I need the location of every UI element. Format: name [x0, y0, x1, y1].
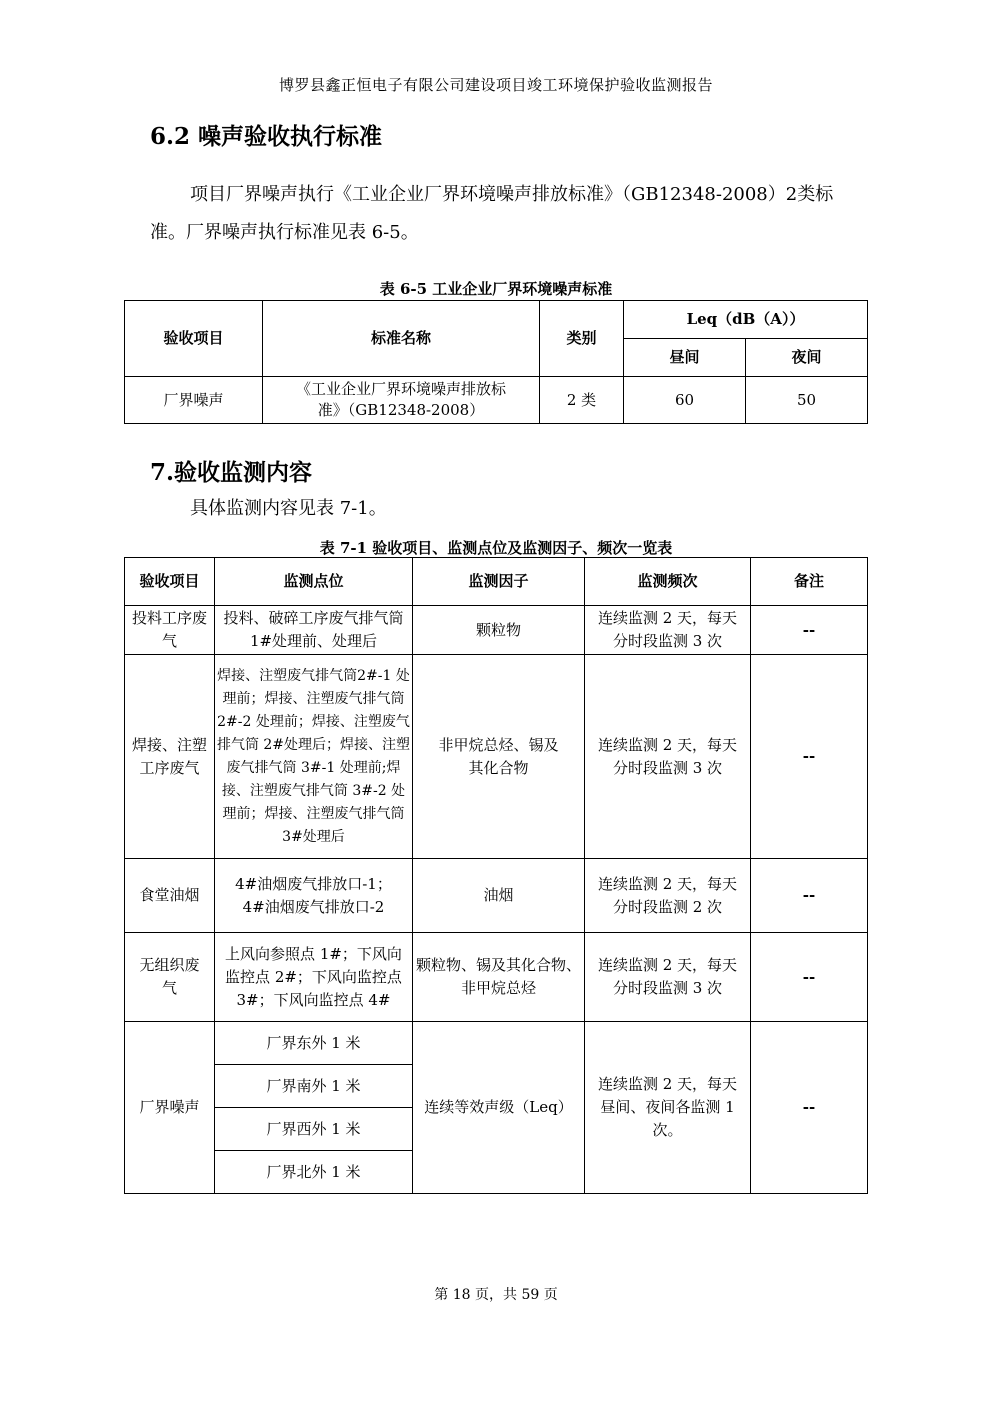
t71-cell-points: 4#油烟废气排放口-1；4#油烟废气排放口-2 [215, 859, 413, 933]
t71-cell-points: 厂界东外 1 米 [215, 1022, 413, 1065]
section-7-heading: 7.验收监测内容 [150, 459, 313, 486]
t71-cell-item: 食堂油烟 [125, 859, 215, 933]
t71-cell-frequency: 连续监测 2 天，每天昼间、夜间各监测 1 次。 [585, 1022, 751, 1194]
t71-cell-item: 焊接、注塑工序废气 [125, 655, 215, 859]
section-6-2-heading: 6.2 噪声验收执行标准 [150, 123, 383, 150]
t71-cell-remarks: -- [751, 655, 868, 859]
t71-cell-item: 无组织废气 [125, 933, 215, 1022]
t71-header-frequency: 监测频次 [585, 558, 751, 606]
t71-cell-frequency: 连续监测 2 天，每天分时段监测 3 次 [585, 655, 751, 859]
t65-header-item: 验收项目 [125, 301, 263, 377]
t65-cell-night: 50 [746, 377, 868, 424]
table-row [125, 933, 868, 1022]
table-7-1-caption: 表 7-1 验收项目、监测点位及监测因子、频次一览表 [319, 539, 673, 557]
section-6-2-paragraph: 项目厂界噪声执行《工业企业厂界环境噪声排放标准》（GB12348-2008）2类标准。厂界噪声执行标准见表 6-5。 [150, 184, 834, 243]
t71-header-points: 监测点位 [215, 558, 413, 606]
table-row [125, 655, 868, 859]
t71-cell-remarks: -- [751, 933, 868, 1022]
t71-cell-factors: 颗粒物、锡及其化合物、非甲烷总烃 [413, 933, 585, 1022]
t71-cell-frequency: 连续监测 2 天，每天分时段监测 3 次 [585, 933, 751, 1022]
t65-cell-category: 2 类 [540, 377, 624, 424]
table-row [125, 859, 868, 933]
t71-header-item: 验收项目 [125, 558, 215, 606]
t71-cell-points: 厂界南外 1 米 [215, 1065, 413, 1108]
t71-cell-factors: 非甲烷总烃、锡及其化合物 [413, 655, 585, 859]
t65-header-name: 标准名称 [263, 301, 540, 377]
table-row [125, 606, 868, 655]
t65-header-leq: Leq（dB（A）） [624, 301, 868, 339]
t71-cell-factors: 颗粒物 [413, 606, 585, 655]
t71-cell-item: 投料工序废气 [125, 606, 215, 655]
t71-cell-remarks: -- [751, 859, 868, 933]
t65-cell-day: 60 [624, 377, 746, 424]
t71-cell-points: 焊接、注塑废气排气筒2#-1 处理前；焊接、注塑废气排气筒 2#-2 处理前；焊接、注塑废气排气筒 2#处理后；焊接、注塑废气排气筒 3#-1 处理前;焊接、注塑废气排气筒 3#-2 处理前；焊接、注塑废气排气筒 3#处理后 [215, 655, 413, 859]
t71-cell-points: 投料、破碎工序废气排气筒 1#处理前、处理后 [215, 606, 413, 655]
t71-cell-frequency: 连续监测 2 天，每天分时段监测 3 次 [585, 606, 751, 655]
t71-cell-points: 厂界西外 1 米 [215, 1108, 413, 1151]
t65-header-night: 夜间 [746, 339, 868, 377]
t71-cell-frequency: 连续监测 2 天，每天分时段监测 2 次 [585, 859, 751, 933]
t71-header-factors: 监测因子 [413, 558, 585, 606]
t71-cell-remarks: -- [751, 1022, 868, 1194]
t71-cell-points: 厂界北外 1 米 [215, 1151, 413, 1194]
table-6-5 [124, 300, 868, 424]
table-7-1 [124, 557, 868, 1194]
t65-header-day: 昼间 [624, 339, 746, 377]
table-row [125, 1022, 868, 1065]
t65-cell-name: 《工业企业厂界环境噪声排放标准》（GB12348-2008） [263, 377, 540, 424]
section-7-paragraph: 具体监测内容见表 7-1。 [190, 498, 387, 519]
t71-cell-factors: 连续等效声级（Leq） [413, 1022, 585, 1194]
running-header: 博罗县鑫正恒电子有限公司建设项目竣工环境保护验收监测报告 [278, 76, 713, 94]
t65-cell-item: 厂界噪声 [125, 377, 263, 424]
t71-cell-remarks: -- [751, 606, 868, 655]
t71-header-remarks: 备注 [751, 558, 868, 606]
t71-cell-points: 上风向参照点 1#；下风向监控点 2#；下风向监控点 3#；下风向监控点 4# [215, 933, 413, 1022]
t71-cell-factors: 油烟 [413, 859, 585, 933]
t65-header-category: 类别 [540, 301, 624, 377]
table-6-5-caption: 表 6-5 工业企业厂界环境噪声标准 [379, 280, 613, 298]
t71-cell-item: 厂界噪声 [125, 1022, 215, 1194]
page-number: 第 18 页，共 59 页 [434, 1287, 558, 1303]
